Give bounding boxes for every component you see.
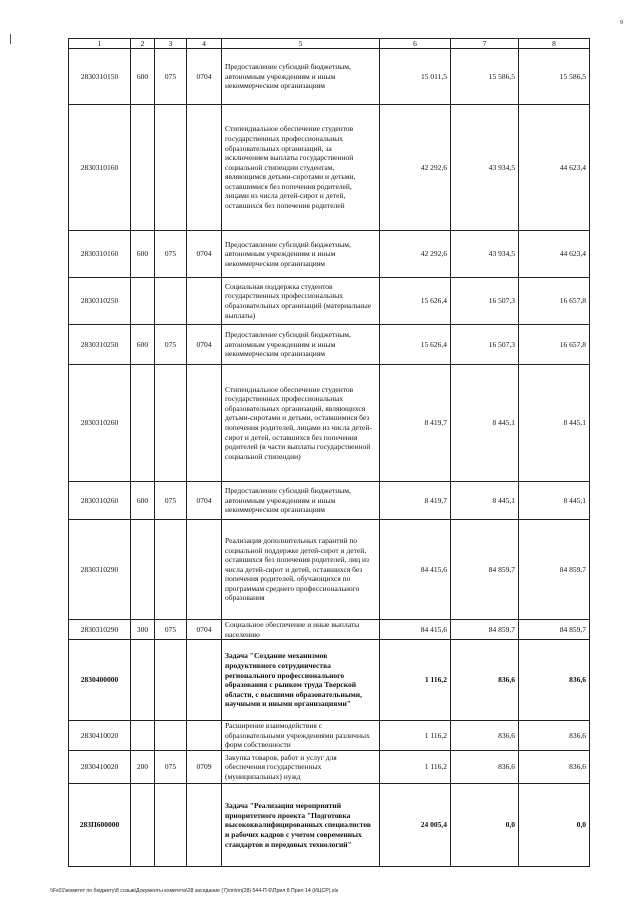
table-row [69, 482, 590, 520]
row-value-col7: 0,0 [451, 784, 519, 867]
row-value-col6: 1 116,2 [380, 721, 451, 751]
row-vr: 600 [131, 325, 155, 365]
header-col-1: 1 [69, 39, 131, 49]
row-section [187, 640, 222, 721]
row-vr [131, 640, 155, 721]
row-value-col8: 8 445,1 [519, 482, 590, 520]
row-value-col7: 16 507,3 [451, 325, 519, 365]
row-value-col6: 8 419,7 [380, 482, 451, 520]
row-section [187, 365, 222, 482]
row-value-col7: 43 934,5 [451, 231, 519, 278]
row-ministry [155, 721, 187, 751]
row-description: Социальная поддержка студентов государственных профессиональных образовательных организаций (материальные выплаты) [222, 278, 380, 325]
row-ministry: 075 [155, 49, 187, 105]
row-value-col6: 42 292,6 [380, 105, 451, 231]
row-value-col7: 84 859,7 [451, 620, 519, 640]
row-code: 2830310160 [69, 231, 131, 278]
header-col-8: 8 [519, 39, 590, 49]
row-value-col6: 15 626,4 [380, 278, 451, 325]
row-section: 0704 [187, 620, 222, 640]
row-value-col8: 84 859,7 [519, 620, 590, 640]
row-value-col6: 8 419,7 [380, 365, 451, 482]
row-value-col8: 0,0 [519, 784, 590, 867]
table-row [69, 325, 590, 365]
row-code: 2830310260 [69, 482, 131, 520]
row-vr [131, 721, 155, 751]
table-header-row [69, 39, 590, 49]
budget-table [68, 38, 590, 867]
row-value-col8: 84 859,7 [519, 520, 590, 620]
header-col-4: 4 [187, 39, 222, 49]
row-value-col6: 42 292,6 [380, 231, 451, 278]
table-row [69, 721, 590, 751]
row-value-col7: 836,6 [451, 721, 519, 751]
row-code: 2830400000 [69, 640, 131, 721]
row-code: 2830310290 [69, 620, 131, 640]
row-ministry: 075 [155, 482, 187, 520]
table-row [69, 620, 590, 640]
row-code: 2830410020 [69, 721, 131, 751]
row-description: Стипендиальное обеспечение студентов государственных профессиональных образовательных организаций, являющихся детьми-сиротами и детьми, оставшимися без попечения родителей, лицами из числа детей-сирот и детей, оставшихся без попечения родителей (в части выплаты государственной социальной стипендии) [222, 365, 380, 482]
row-code: 2830310260 [69, 365, 131, 482]
row-value-col8: 44 623,4 [519, 105, 590, 231]
row-section: 0704 [187, 325, 222, 365]
row-ministry [155, 640, 187, 721]
row-value-col7: 16 507,3 [451, 278, 519, 325]
row-code: 2830310160 [69, 105, 131, 231]
page-number: 9 [620, 20, 623, 26]
row-value-col7: 836,6 [451, 751, 519, 784]
row-section [187, 520, 222, 620]
row-ministry: 075 [155, 751, 187, 784]
row-section: 0709 [187, 751, 222, 784]
row-value-col6: 1 116,2 [380, 640, 451, 721]
row-code: 2830310150 [69, 49, 131, 105]
row-section: 0704 [187, 482, 222, 520]
row-vr [131, 520, 155, 620]
table-row [69, 365, 590, 482]
row-value-col8: 8 445,1 [519, 365, 590, 482]
table-row [69, 49, 590, 105]
row-value-col6: 1 116,2 [380, 751, 451, 784]
table-row [69, 520, 590, 620]
row-vr: 300 [131, 620, 155, 640]
row-ministry [155, 105, 187, 231]
row-value-col7: 8 445,1 [451, 365, 519, 482]
row-section [187, 721, 222, 751]
table-body [69, 39, 590, 867]
header-col-7: 7 [451, 39, 519, 49]
row-description: Реализация дополнительных гарантий по социальной поддержке детей-сирот и детей, оставшихся без попечения родителей, лиц из числа детей-сирот и детей, оставшихся без попечения родителей, обучающихся по программам среднего профессионального образования [222, 520, 380, 620]
margin-mark [10, 34, 11, 44]
row-description: Задача "Создание механизмов продуктивного сотрудничества регионального профессионального образования с рынком труда Тверской области, с высшими образовательными, научными и иными организациями" [222, 640, 380, 721]
header-col-2: 2 [131, 39, 155, 49]
row-description: Закупка товаров, работ и услуг для обеспечения государственных (муниципальных) нужд [222, 751, 380, 784]
header-col-6: 6 [380, 39, 451, 49]
row-value-col6: 84 415,6 [380, 620, 451, 640]
row-vr: 600 [131, 231, 155, 278]
row-code: 2830310290 [69, 520, 131, 620]
row-vr [131, 784, 155, 867]
row-value-col6: 24 005,4 [380, 784, 451, 867]
row-value-col8: 16 657,8 [519, 278, 590, 325]
row-section [187, 105, 222, 231]
row-vr: 600 [131, 482, 155, 520]
table-row [69, 278, 590, 325]
row-description: Предоставление субсидий бюджетным, автономным учреждениям и иным некоммерческим организациям [222, 231, 380, 278]
row-description: Предоставление субсидий бюджетным, автономным учреждениям и иным некоммерческим организациям [222, 482, 380, 520]
row-code: 283П600000 [69, 784, 131, 867]
row-ministry [155, 278, 187, 325]
row-code: 2830410020 [69, 751, 131, 784]
row-value-col7: 8 445,1 [451, 482, 519, 520]
row-vr [131, 365, 155, 482]
row-value-col8: 16 657,8 [519, 325, 590, 365]
row-section: 0704 [187, 231, 222, 278]
row-description: Задача "Реализация мероприятий приоритетного проекта "Подготовка высококвалифицированных специалистов и рабочих кадров с учетом современных стандартов и передовых технологий" [222, 784, 380, 867]
row-value-col7: 84 859,7 [451, 520, 519, 620]
row-code: 2830310250 [69, 325, 131, 365]
row-code: 2830310250 [69, 278, 131, 325]
row-vr: 600 [131, 49, 155, 105]
row-value-col6: 15 011,5 [380, 49, 451, 105]
row-value-col8: 44 623,4 [519, 231, 590, 278]
row-value-col6: 84 415,6 [380, 520, 451, 620]
row-ministry [155, 520, 187, 620]
row-value-col6: 15 626,4 [380, 325, 451, 365]
row-value-col8: 836,6 [519, 721, 590, 751]
row-vr [131, 105, 155, 231]
table-row [69, 640, 590, 721]
row-description: Стипендиальное обеспечение студентов государственных профессиональных образовательных организаций, за исключением выплаты государственной социальной стипендии студентам, являющимся детьми-сиротами и детьми, оставшимися без попечения родителей, лицами из числа детей-сирот и детей, оставшихся без попечения родителей [222, 105, 380, 231]
row-ministry: 075 [155, 620, 187, 640]
file-path-footer: \\Fs01\комитет по бюджету\8 созыв\Документы комитета\28 заседание (7)\пп\пп(28) 544-П-6\Прил 8 Прил 14 (ИЦСР).xls [50, 888, 339, 894]
row-value-col7: 15 586,5 [451, 49, 519, 105]
row-value-col7: 836,6 [451, 640, 519, 721]
row-section: 0704 [187, 49, 222, 105]
row-value-col8: 15 586,5 [519, 49, 590, 105]
row-description: Расширение взаимодействия с образовательными учреждениями различных форм собственности [222, 721, 380, 751]
row-ministry [155, 784, 187, 867]
row-vr: 200 [131, 751, 155, 784]
row-value-col8: 836,6 [519, 640, 590, 721]
row-vr [131, 278, 155, 325]
row-ministry: 075 [155, 325, 187, 365]
table-row [69, 105, 590, 231]
header-col-3: 3 [155, 39, 187, 49]
row-ministry [155, 365, 187, 482]
row-ministry: 075 [155, 231, 187, 278]
row-description: Предоставление субсидий бюджетным, автономным учреждениям и иным некоммерческим организациям [222, 49, 380, 105]
table-row [69, 784, 590, 867]
row-section [187, 784, 222, 867]
header-col-5: 5 [222, 39, 380, 49]
row-description: Предоставление субсидий бюджетным, автономным учреждениям и иным некоммерческим организациям [222, 325, 380, 365]
row-description: Социальное обеспечение и иные выплаты населению [222, 620, 380, 640]
table-row [69, 751, 590, 784]
row-section [187, 278, 222, 325]
row-value-col7: 43 934,5 [451, 105, 519, 231]
row-value-col8: 836,6 [519, 751, 590, 784]
table-row [69, 231, 590, 278]
